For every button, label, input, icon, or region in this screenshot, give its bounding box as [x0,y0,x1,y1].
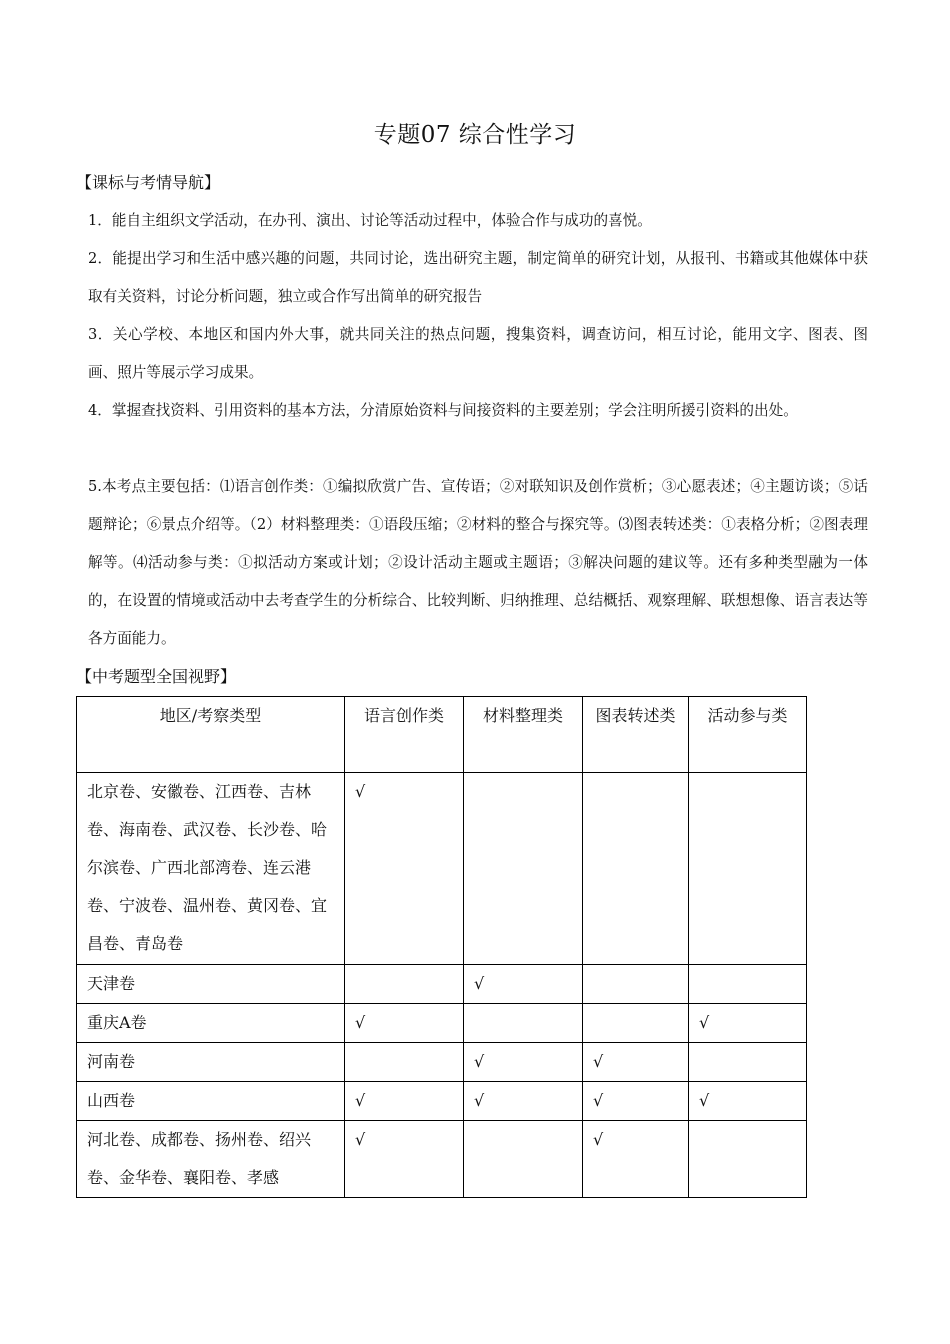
header-material-organization: 材料整理类 [464,697,583,773]
table-row [77,965,807,1004]
guide-item-2: 2．能提出学习和生活中感兴趣的问题，共同讨论，选出研究主题，制定简单的研究计划，从报刊、书籍或其他媒体中获取有关资料，讨论分析问题，独立或合作写出简单的研究报告 [88,250,868,305]
check-cell: √ [464,965,583,1004]
check-cell [464,773,583,965]
guide-item-5: 5.本考点主要包括：⑴语言创作类：①编拟欣赏广告、宣传语；②对联知识及创作赏析；③心愿表述；④主题访谈；⑤话题辩论；⑥景点介绍等。（2）材料整理类：①语段压缩；②材料的整合与探究等。⑶图表转述类：①表格分析；②图表理解等。⑷活动参与类：①拟活动方案或计划；②设计活动主题或主题语；③解决问题的建议等。还有多种类型融为一体的，在设置的情境或活动中去考查学生的分析综合、比较判断、归纳推理、总结概括、观察理解、联想想像、语言表达等各方面能力。 [88,478,868,647]
check-cell: √ [689,1004,807,1043]
region-cell: 重庆A卷 [77,1004,345,1043]
region-cell: 河南卷 [77,1043,345,1082]
check-cell [345,965,464,1004]
check-cell [464,1121,583,1198]
region-cell: 天津卷 [77,965,345,1004]
region-cell: 河北卷、成都卷、扬州卷、绍兴卷、金华卷、襄阳卷、孝感 [77,1121,345,1198]
header-activity-participation: 活动参与类 [689,697,807,773]
check-cell [345,1043,464,1082]
section-heading-national: 【中考题型全国视野】 [76,667,237,686]
guide-item-1: 1．能自主组织文学活动，在办刊、演出、讨论等活动过程中，体验合作与成功的喜悦。 [88,212,652,229]
table-header-row [77,697,807,773]
table-row [77,1043,807,1082]
section-heading-guide: 【课标与考情导航】 [76,173,221,192]
table-row [77,1082,807,1121]
check-cell [689,1121,807,1198]
check-cell [689,965,807,1004]
check-cell: √ [689,1082,807,1121]
check-cell [689,773,807,965]
table-row [77,1121,807,1198]
header-chart-description: 图表转述类 [583,697,689,773]
check-cell: √ [464,1082,583,1121]
check-cell: √ [583,1043,689,1082]
check-cell: √ [464,1043,583,1082]
check-cell: √ [345,1004,464,1043]
header-language-creation: 语言创作类 [345,697,464,773]
page-title: 专题07 综合性学习 [373,122,577,148]
check-cell: √ [583,1082,689,1121]
check-cell: √ [345,1082,464,1121]
check-cell [464,1004,583,1043]
guide-item-3: 3．关心学校、本地区和国内外大事，就共同关注的热点问题，搜集资料，调查访问，相互讨论，能用文字、图表、图画、照片等展示学习成果。 [88,326,868,381]
check-cell [583,965,689,1004]
check-cell [583,773,689,965]
guide-item-4: 4．掌握查找资料、引用资料的基本方法，分清原始资料与间接资料的主要差别；学会注明所援引资料的出处。 [88,402,798,419]
exam-type-table [76,696,807,1198]
check-cell: √ [345,773,464,965]
check-cell [583,1004,689,1043]
check-cell: √ [583,1121,689,1198]
region-cell: 北京卷、安徽卷、江西卷、吉林卷、海南卷、武汉卷、长沙卷、哈尔滨卷、广西北部湾卷、连云港卷、宁波卷、温州卷、黄冈卷、宜昌卷、青岛卷 [77,773,345,965]
table-row [77,1004,807,1043]
region-cell: 山西卷 [77,1082,345,1121]
check-cell: √ [345,1121,464,1198]
check-cell [689,1043,807,1082]
table-row [77,773,807,965]
header-region: 地区/考察类型 [77,697,345,773]
